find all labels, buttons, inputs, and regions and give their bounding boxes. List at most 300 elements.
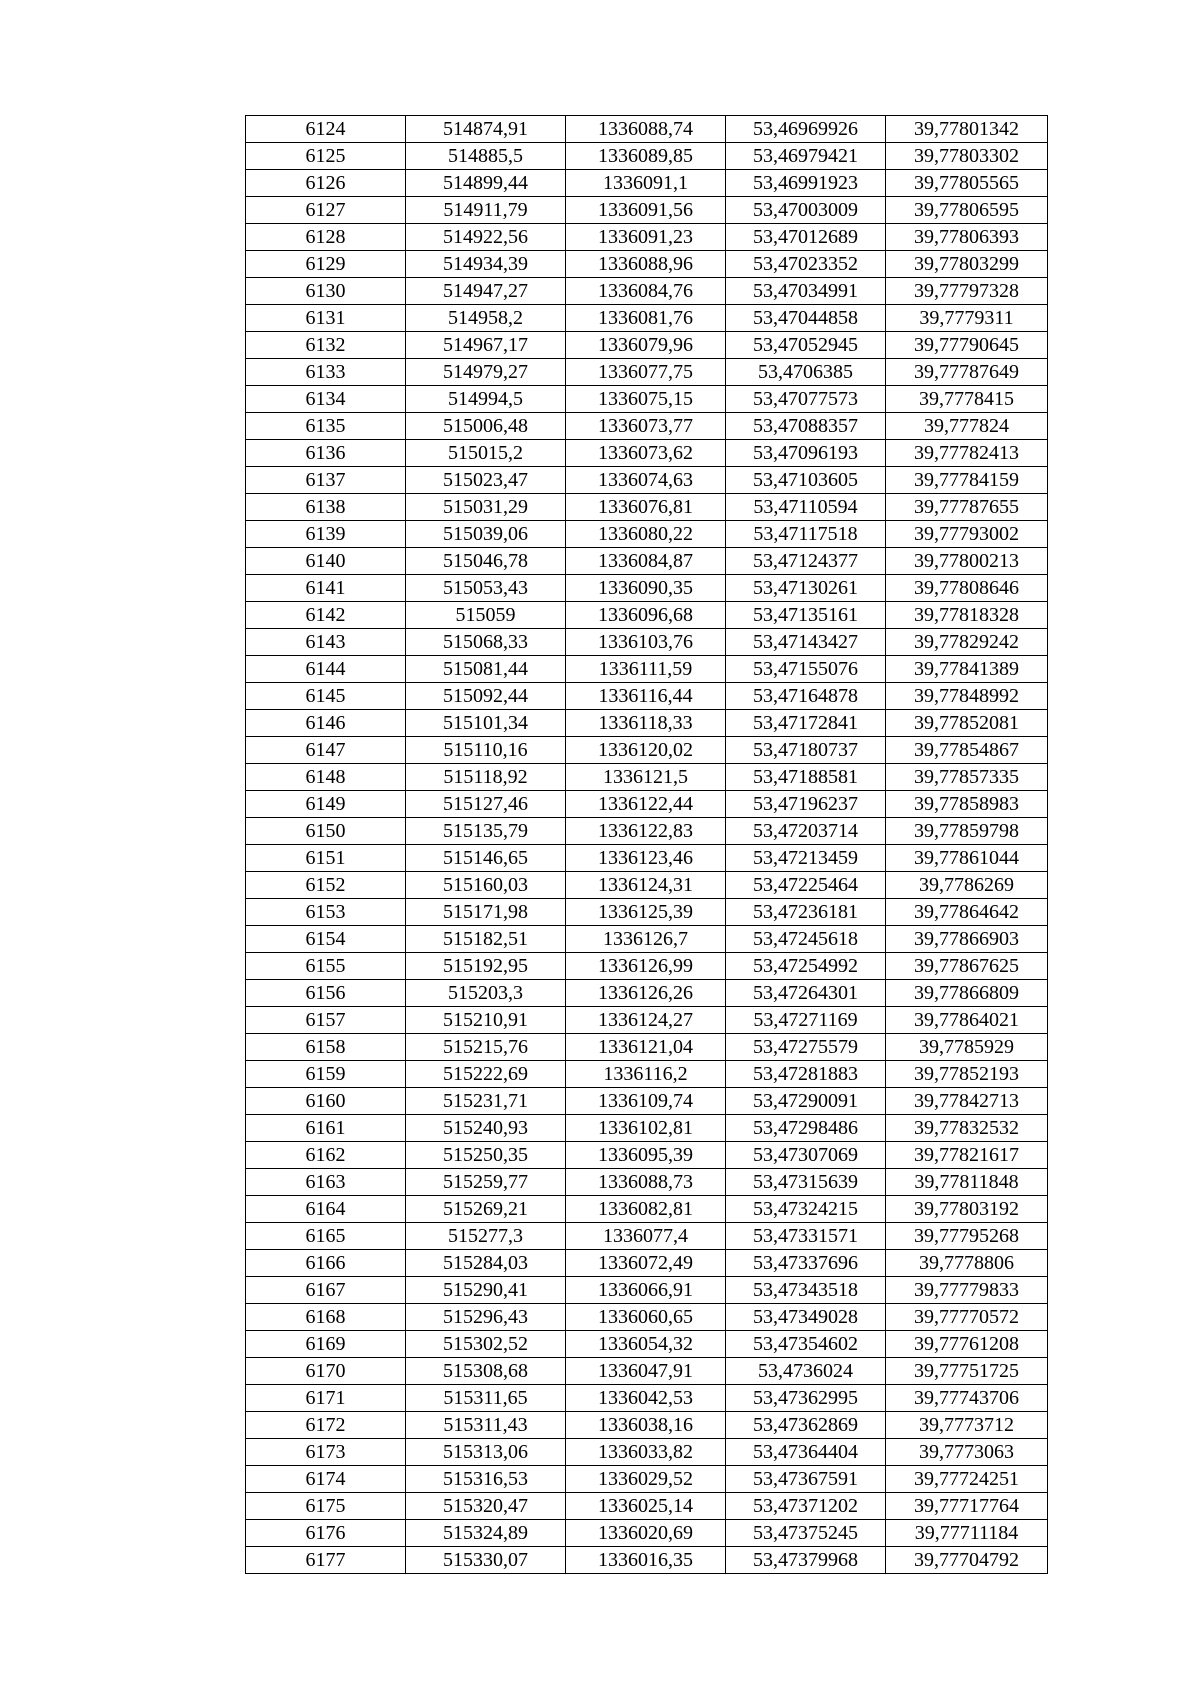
cell-x: 514958,2 bbox=[406, 305, 566, 332]
cell-x: 515311,65 bbox=[406, 1385, 566, 1412]
cell-y: 1336102,81 bbox=[566, 1115, 726, 1142]
table-row bbox=[246, 143, 1048, 170]
cell-latitude: 53,47044858 bbox=[726, 305, 886, 332]
cell-longitude: 39,77829242 bbox=[886, 629, 1048, 656]
table-row bbox=[246, 1169, 1048, 1196]
cell-y: 1336111,59 bbox=[566, 656, 726, 683]
cell-point: 6164 bbox=[246, 1196, 406, 1223]
cell-y: 1336074,63 bbox=[566, 467, 726, 494]
table-row bbox=[246, 170, 1048, 197]
cell-x: 515284,03 bbox=[406, 1250, 566, 1277]
cell-y: 1336072,49 bbox=[566, 1250, 726, 1277]
cell-longitude: 39,7786269 bbox=[886, 872, 1048, 899]
cell-point: 6171 bbox=[246, 1385, 406, 1412]
cell-longitude: 39,77818328 bbox=[886, 602, 1048, 629]
cell-point: 6138 bbox=[246, 494, 406, 521]
cell-y: 1336089,85 bbox=[566, 143, 726, 170]
cell-point: 6144 bbox=[246, 656, 406, 683]
cell-longitude: 39,77787655 bbox=[886, 494, 1048, 521]
cell-y: 1336066,91 bbox=[566, 1277, 726, 1304]
table-row bbox=[246, 116, 1048, 143]
cell-x: 514947,27 bbox=[406, 278, 566, 305]
cell-x: 515250,35 bbox=[406, 1142, 566, 1169]
cell-latitude: 53,47155076 bbox=[726, 656, 886, 683]
cell-longitude: 39,77803192 bbox=[886, 1196, 1048, 1223]
cell-x: 515081,44 bbox=[406, 656, 566, 683]
cell-y: 1336126,26 bbox=[566, 980, 726, 1007]
table-row bbox=[246, 791, 1048, 818]
cell-longitude: 39,7778806 bbox=[886, 1250, 1048, 1277]
cell-y: 1336120,02 bbox=[566, 737, 726, 764]
cell-y: 1336103,76 bbox=[566, 629, 726, 656]
cell-latitude: 53,47034991 bbox=[726, 278, 886, 305]
cell-x: 514967,17 bbox=[406, 332, 566, 359]
table-row bbox=[246, 872, 1048, 899]
cell-latitude: 53,47203714 bbox=[726, 818, 886, 845]
cell-latitude: 53,47117518 bbox=[726, 521, 886, 548]
cell-y: 1336121,04 bbox=[566, 1034, 726, 1061]
table-row bbox=[246, 1358, 1048, 1385]
cell-y: 1336054,32 bbox=[566, 1331, 726, 1358]
cell-x: 515240,93 bbox=[406, 1115, 566, 1142]
cell-y: 1336042,53 bbox=[566, 1385, 726, 1412]
table-row bbox=[246, 683, 1048, 710]
cell-point: 6136 bbox=[246, 440, 406, 467]
cell-longitude: 39,77800213 bbox=[886, 548, 1048, 575]
cell-longitude: 39,77787649 bbox=[886, 359, 1048, 386]
cell-latitude: 53,47077573 bbox=[726, 386, 886, 413]
cell-y: 1336088,96 bbox=[566, 251, 726, 278]
cell-longitude: 39,77770572 bbox=[886, 1304, 1048, 1331]
cell-x: 515092,44 bbox=[406, 683, 566, 710]
cell-x: 514979,27 bbox=[406, 359, 566, 386]
table-row bbox=[246, 1277, 1048, 1304]
cell-point: 6135 bbox=[246, 413, 406, 440]
cell-longitude: 39,7773712 bbox=[886, 1412, 1048, 1439]
cell-longitude: 39,77832532 bbox=[886, 1115, 1048, 1142]
table-row bbox=[246, 1466, 1048, 1493]
cell-x: 515046,78 bbox=[406, 548, 566, 575]
cell-latitude: 53,47096193 bbox=[726, 440, 886, 467]
cell-latitude: 53,47012689 bbox=[726, 224, 886, 251]
table-row bbox=[246, 413, 1048, 440]
cell-longitude: 39,77806393 bbox=[886, 224, 1048, 251]
cell-longitude: 39,77848992 bbox=[886, 683, 1048, 710]
cell-x: 515330,07 bbox=[406, 1547, 566, 1574]
cell-point: 6157 bbox=[246, 1007, 406, 1034]
table-row bbox=[246, 224, 1048, 251]
table-row bbox=[246, 1196, 1048, 1223]
cell-x: 515146,65 bbox=[406, 845, 566, 872]
cell-latitude: 53,46991923 bbox=[726, 170, 886, 197]
cell-latitude: 53,47307069 bbox=[726, 1142, 886, 1169]
cell-y: 1336091,1 bbox=[566, 170, 726, 197]
cell-point: 6145 bbox=[246, 683, 406, 710]
table-row bbox=[246, 548, 1048, 575]
cell-point: 6148 bbox=[246, 764, 406, 791]
cell-latitude: 53,47367591 bbox=[726, 1466, 886, 1493]
cell-point: 6149 bbox=[246, 791, 406, 818]
cell-point: 6162 bbox=[246, 1142, 406, 1169]
cell-latitude: 53,47362995 bbox=[726, 1385, 886, 1412]
cell-x: 515182,51 bbox=[406, 926, 566, 953]
cell-x: 515320,47 bbox=[406, 1493, 566, 1520]
cell-longitude: 39,77803302 bbox=[886, 143, 1048, 170]
cell-latitude: 53,47135161 bbox=[726, 602, 886, 629]
cell-point: 6160 bbox=[246, 1088, 406, 1115]
cell-point: 6175 bbox=[246, 1493, 406, 1520]
cell-x: 515231,71 bbox=[406, 1088, 566, 1115]
cell-point: 6155 bbox=[246, 953, 406, 980]
table-row bbox=[246, 332, 1048, 359]
cell-longitude: 39,77801342 bbox=[886, 116, 1048, 143]
cell-longitude: 39,77811848 bbox=[886, 1169, 1048, 1196]
table-row bbox=[246, 251, 1048, 278]
cell-point: 6172 bbox=[246, 1412, 406, 1439]
cell-longitude: 39,77797328 bbox=[886, 278, 1048, 305]
cell-y: 1336096,68 bbox=[566, 602, 726, 629]
cell-point: 6156 bbox=[246, 980, 406, 1007]
cell-y: 1336060,65 bbox=[566, 1304, 726, 1331]
cell-longitude: 39,77790645 bbox=[886, 332, 1048, 359]
cell-longitude: 39,77859798 bbox=[886, 818, 1048, 845]
table-row bbox=[246, 953, 1048, 980]
cell-longitude: 39,77761208 bbox=[886, 1331, 1048, 1358]
cell-x: 515039,06 bbox=[406, 521, 566, 548]
cell-x: 514899,44 bbox=[406, 170, 566, 197]
cell-y: 1336116,2 bbox=[566, 1061, 726, 1088]
cell-latitude: 53,47331571 bbox=[726, 1223, 886, 1250]
cell-x: 515290,41 bbox=[406, 1277, 566, 1304]
table-row bbox=[246, 899, 1048, 926]
cell-y: 1336016,35 bbox=[566, 1547, 726, 1574]
table-row bbox=[246, 764, 1048, 791]
table-row bbox=[246, 494, 1048, 521]
cell-x: 515101,34 bbox=[406, 710, 566, 737]
cell-longitude: 39,77852081 bbox=[886, 710, 1048, 737]
table-row bbox=[246, 1412, 1048, 1439]
cell-y: 1336126,7 bbox=[566, 926, 726, 953]
cell-x: 515171,98 bbox=[406, 899, 566, 926]
cell-latitude: 53,47354602 bbox=[726, 1331, 886, 1358]
cell-x: 515222,69 bbox=[406, 1061, 566, 1088]
cell-x: 515324,89 bbox=[406, 1520, 566, 1547]
cell-y: 1336095,39 bbox=[566, 1142, 726, 1169]
cell-longitude: 39,77866809 bbox=[886, 980, 1048, 1007]
table-row bbox=[246, 818, 1048, 845]
cell-longitude: 39,77779833 bbox=[886, 1277, 1048, 1304]
cell-point: 6133 bbox=[246, 359, 406, 386]
cell-x: 515023,47 bbox=[406, 467, 566, 494]
table-row bbox=[246, 1088, 1048, 1115]
table-row bbox=[246, 1304, 1048, 1331]
cell-y: 1336121,5 bbox=[566, 764, 726, 791]
cell-y: 1336076,81 bbox=[566, 494, 726, 521]
cell-x: 515259,77 bbox=[406, 1169, 566, 1196]
cell-y: 1336079,96 bbox=[566, 332, 726, 359]
cell-latitude: 53,47088357 bbox=[726, 413, 886, 440]
cell-y: 1336125,39 bbox=[566, 899, 726, 926]
table-row bbox=[246, 1007, 1048, 1034]
table-row bbox=[246, 575, 1048, 602]
table-row bbox=[246, 980, 1048, 1007]
cell-y: 1336116,44 bbox=[566, 683, 726, 710]
cell-longitude: 39,77711184 bbox=[886, 1520, 1048, 1547]
table-row bbox=[246, 1250, 1048, 1277]
cell-x: 515006,48 bbox=[406, 413, 566, 440]
cell-latitude: 53,47343518 bbox=[726, 1277, 886, 1304]
cell-latitude: 53,47052945 bbox=[726, 332, 886, 359]
cell-x: 515302,52 bbox=[406, 1331, 566, 1358]
cell-longitude: 39,7778415 bbox=[886, 386, 1048, 413]
cell-longitude: 39,77805565 bbox=[886, 170, 1048, 197]
cell-point: 6146 bbox=[246, 710, 406, 737]
cell-x: 514874,91 bbox=[406, 116, 566, 143]
cell-point: 6143 bbox=[246, 629, 406, 656]
cell-longitude: 39,77717764 bbox=[886, 1493, 1048, 1520]
cell-latitude: 53,47225464 bbox=[726, 872, 886, 899]
cell-point: 6159 bbox=[246, 1061, 406, 1088]
table-row bbox=[246, 1385, 1048, 1412]
cell-latitude: 53,4706385 bbox=[726, 359, 886, 386]
cell-latitude: 53,47188581 bbox=[726, 764, 886, 791]
cell-point: 6152 bbox=[246, 872, 406, 899]
cell-latitude: 53,47337696 bbox=[726, 1250, 886, 1277]
cell-latitude: 53,47180737 bbox=[726, 737, 886, 764]
cell-longitude: 39,77821617 bbox=[886, 1142, 1048, 1169]
cell-point: 6124 bbox=[246, 116, 406, 143]
table-row bbox=[246, 278, 1048, 305]
cell-longitude: 39,77704792 bbox=[886, 1547, 1048, 1574]
cell-latitude: 53,47271169 bbox=[726, 1007, 886, 1034]
cell-x: 515059 bbox=[406, 602, 566, 629]
cell-latitude: 53,47379968 bbox=[726, 1547, 886, 1574]
cell-point: 6168 bbox=[246, 1304, 406, 1331]
cell-x: 515053,43 bbox=[406, 575, 566, 602]
cell-point: 6161 bbox=[246, 1115, 406, 1142]
cell-x: 515313,06 bbox=[406, 1439, 566, 1466]
cell-y: 1336126,99 bbox=[566, 953, 726, 980]
cell-point: 6165 bbox=[246, 1223, 406, 1250]
cell-latitude: 53,47130261 bbox=[726, 575, 886, 602]
cell-y: 1336029,52 bbox=[566, 1466, 726, 1493]
cell-longitude: 39,77857335 bbox=[886, 764, 1048, 791]
cell-latitude: 53,47324215 bbox=[726, 1196, 886, 1223]
cell-latitude: 53,47362869 bbox=[726, 1412, 886, 1439]
cell-longitude: 39,77861044 bbox=[886, 845, 1048, 872]
cell-latitude: 53,47236181 bbox=[726, 899, 886, 926]
cell-longitude: 39,77743706 bbox=[886, 1385, 1048, 1412]
table-row bbox=[246, 629, 1048, 656]
table-row bbox=[246, 1493, 1048, 1520]
cell-point: 6163 bbox=[246, 1169, 406, 1196]
cell-x: 515031,29 bbox=[406, 494, 566, 521]
cell-point: 6151 bbox=[246, 845, 406, 872]
cell-x: 515296,43 bbox=[406, 1304, 566, 1331]
cell-x: 515277,3 bbox=[406, 1223, 566, 1250]
cell-y: 1336124,27 bbox=[566, 1007, 726, 1034]
cell-x: 515316,53 bbox=[406, 1466, 566, 1493]
cell-longitude: 39,7785929 bbox=[886, 1034, 1048, 1061]
cell-point: 6127 bbox=[246, 197, 406, 224]
cell-point: 6141 bbox=[246, 575, 406, 602]
cell-y: 1336073,77 bbox=[566, 413, 726, 440]
table-row bbox=[246, 467, 1048, 494]
cell-y: 1336109,74 bbox=[566, 1088, 726, 1115]
cell-y: 1336084,87 bbox=[566, 548, 726, 575]
cell-x: 515068,33 bbox=[406, 629, 566, 656]
table-row bbox=[246, 710, 1048, 737]
cell-latitude: 53,47275579 bbox=[726, 1034, 886, 1061]
cell-longitude: 39,77841389 bbox=[886, 656, 1048, 683]
cell-y: 1336073,62 bbox=[566, 440, 726, 467]
table-row bbox=[246, 1520, 1048, 1547]
table-row bbox=[246, 656, 1048, 683]
cell-y: 1336090,35 bbox=[566, 575, 726, 602]
cell-longitude: 39,77864021 bbox=[886, 1007, 1048, 1034]
cell-latitude: 53,47375245 bbox=[726, 1520, 886, 1547]
cell-y: 1336075,15 bbox=[566, 386, 726, 413]
cell-latitude: 53,47290091 bbox=[726, 1088, 886, 1115]
cell-point: 6166 bbox=[246, 1250, 406, 1277]
cell-y: 1336088,74 bbox=[566, 116, 726, 143]
cell-latitude: 53,47023352 bbox=[726, 251, 886, 278]
cell-longitude: 39,77808646 bbox=[886, 575, 1048, 602]
cell-longitude: 39,77795268 bbox=[886, 1223, 1048, 1250]
table-row bbox=[246, 386, 1048, 413]
cell-x: 515015,2 bbox=[406, 440, 566, 467]
cell-point: 6137 bbox=[246, 467, 406, 494]
table-row bbox=[246, 1439, 1048, 1466]
table-row bbox=[246, 602, 1048, 629]
cell-y: 1336082,81 bbox=[566, 1196, 726, 1223]
cell-y: 1336122,44 bbox=[566, 791, 726, 818]
cell-y: 1336080,22 bbox=[566, 521, 726, 548]
cell-latitude: 53,47254992 bbox=[726, 953, 886, 980]
cell-latitude: 53,47110594 bbox=[726, 494, 886, 521]
cell-latitude: 53,47143427 bbox=[726, 629, 886, 656]
cell-point: 6169 bbox=[246, 1331, 406, 1358]
cell-longitude: 39,77852193 bbox=[886, 1061, 1048, 1088]
cell-point: 6147 bbox=[246, 737, 406, 764]
table-row bbox=[246, 197, 1048, 224]
cell-y: 1336084,76 bbox=[566, 278, 726, 305]
cell-y: 1336091,23 bbox=[566, 224, 726, 251]
cell-point: 6130 bbox=[246, 278, 406, 305]
cell-x: 514934,39 bbox=[406, 251, 566, 278]
cell-latitude: 53,4736024 bbox=[726, 1358, 886, 1385]
cell-longitude: 39,77751725 bbox=[886, 1358, 1048, 1385]
cell-point: 6177 bbox=[246, 1547, 406, 1574]
cell-y: 1336122,83 bbox=[566, 818, 726, 845]
cell-longitude: 39,777824 bbox=[886, 413, 1048, 440]
cell-latitude: 53,47196237 bbox=[726, 791, 886, 818]
cell-latitude: 53,46979421 bbox=[726, 143, 886, 170]
cell-point: 6125 bbox=[246, 143, 406, 170]
cell-point: 6170 bbox=[246, 1358, 406, 1385]
cell-point: 6154 bbox=[246, 926, 406, 953]
cell-point: 6126 bbox=[246, 170, 406, 197]
cell-y: 1336124,31 bbox=[566, 872, 726, 899]
coordinates-table bbox=[245, 115, 1048, 1574]
cell-longitude: 39,77784159 bbox=[886, 467, 1048, 494]
cell-longitude: 39,77866903 bbox=[886, 926, 1048, 953]
cell-x: 515308,68 bbox=[406, 1358, 566, 1385]
cell-longitude: 39,77803299 bbox=[886, 251, 1048, 278]
cell-x: 515110,16 bbox=[406, 737, 566, 764]
table-row bbox=[246, 359, 1048, 386]
cell-point: 6174 bbox=[246, 1466, 406, 1493]
coordinates-table-body bbox=[246, 116, 1048, 1574]
cell-latitude: 53,47103605 bbox=[726, 467, 886, 494]
cell-longitude: 39,77854867 bbox=[886, 737, 1048, 764]
table-row bbox=[246, 305, 1048, 332]
cell-x: 514885,5 bbox=[406, 143, 566, 170]
cell-point: 6167 bbox=[246, 1277, 406, 1304]
table-row bbox=[246, 1547, 1048, 1574]
cell-x: 514994,5 bbox=[406, 386, 566, 413]
cell-y: 1336038,16 bbox=[566, 1412, 726, 1439]
cell-point: 6128 bbox=[246, 224, 406, 251]
table-row bbox=[246, 1142, 1048, 1169]
cell-latitude: 53,47349028 bbox=[726, 1304, 886, 1331]
table-row bbox=[246, 521, 1048, 548]
cell-y: 1336047,91 bbox=[566, 1358, 726, 1385]
cell-latitude: 53,47371202 bbox=[726, 1493, 886, 1520]
cell-latitude: 53,47164878 bbox=[726, 683, 886, 710]
table-row bbox=[246, 1115, 1048, 1142]
cell-x: 515311,43 bbox=[406, 1412, 566, 1439]
cell-point: 6131 bbox=[246, 305, 406, 332]
cell-longitude: 39,77724251 bbox=[886, 1466, 1048, 1493]
cell-latitude: 53,47264301 bbox=[726, 980, 886, 1007]
cell-longitude: 39,77867625 bbox=[886, 953, 1048, 980]
cell-point: 6176 bbox=[246, 1520, 406, 1547]
cell-latitude: 53,47364404 bbox=[726, 1439, 886, 1466]
cell-x: 515160,03 bbox=[406, 872, 566, 899]
cell-point: 6140 bbox=[246, 548, 406, 575]
cell-x: 515210,91 bbox=[406, 1007, 566, 1034]
table-row bbox=[246, 1061, 1048, 1088]
table-row bbox=[246, 1331, 1048, 1358]
cell-y: 1336077,75 bbox=[566, 359, 726, 386]
cell-longitude: 39,77782413 bbox=[886, 440, 1048, 467]
cell-y: 1336033,82 bbox=[566, 1439, 726, 1466]
cell-y: 1336118,33 bbox=[566, 710, 726, 737]
cell-longitude: 39,77806595 bbox=[886, 197, 1048, 224]
table-row bbox=[246, 1034, 1048, 1061]
cell-latitude: 53,47213459 bbox=[726, 845, 886, 872]
cell-longitude: 39,77858983 bbox=[886, 791, 1048, 818]
cell-point: 6142 bbox=[246, 602, 406, 629]
cell-y: 1336088,73 bbox=[566, 1169, 726, 1196]
cell-latitude: 53,47124377 bbox=[726, 548, 886, 575]
cell-latitude: 53,47315639 bbox=[726, 1169, 886, 1196]
cell-x: 515127,46 bbox=[406, 791, 566, 818]
cell-point: 6139 bbox=[246, 521, 406, 548]
cell-x: 515135,79 bbox=[406, 818, 566, 845]
cell-longitude: 39,7773063 bbox=[886, 1439, 1048, 1466]
cell-x: 515192,95 bbox=[406, 953, 566, 980]
cell-x: 515118,92 bbox=[406, 764, 566, 791]
cell-y: 1336077,4 bbox=[566, 1223, 726, 1250]
cell-y: 1336091,56 bbox=[566, 197, 726, 224]
cell-point: 6150 bbox=[246, 818, 406, 845]
table-row bbox=[246, 926, 1048, 953]
cell-longitude: 39,77842713 bbox=[886, 1088, 1048, 1115]
cell-latitude: 53,46969926 bbox=[726, 116, 886, 143]
cell-point: 6134 bbox=[246, 386, 406, 413]
